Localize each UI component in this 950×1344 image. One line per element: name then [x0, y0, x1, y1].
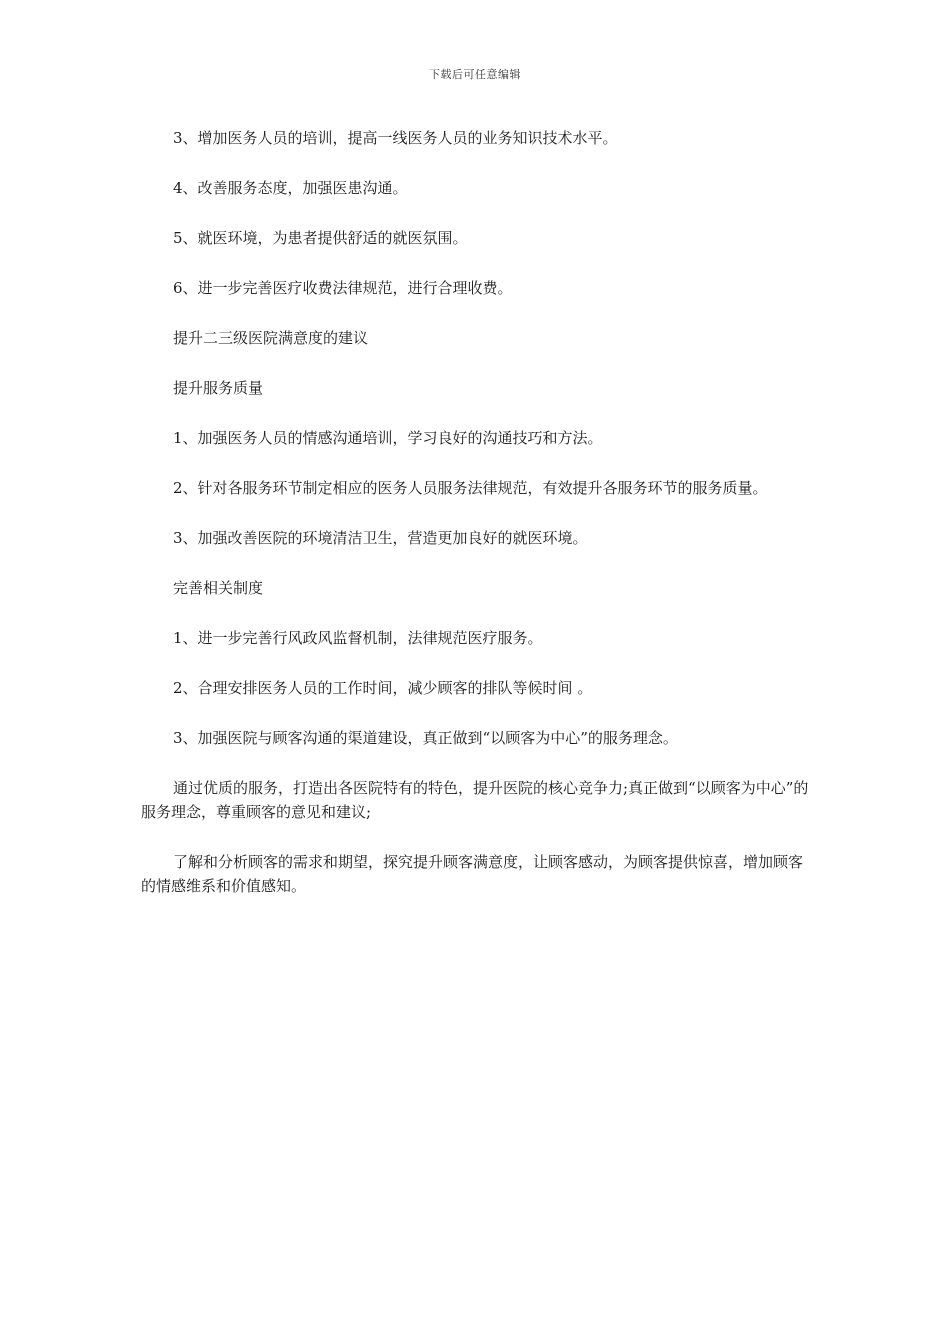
- subsection-heading: 提升服务质量: [173, 379, 264, 397]
- paragraph: 1、进一步完善行风政风监督机制，法律规范医疗服务。: [173, 629, 543, 647]
- paragraph: 2、合理安排医务人员的工作时间，减少顾客的排队等候时间 。: [173, 679, 593, 697]
- header-note: 下载后可任意编辑: [429, 68, 521, 81]
- paragraph: 3、加强改善医院的环境清洁卫生，营造更加良好的就医环境。: [173, 529, 588, 547]
- paragraph: 通过优质的服务，打造出各医院特有的特色，提升医院的核心竞争力;真正做到“以顾客为中心”的服务理念，尊重顾客的意见和建议;: [141, 779, 809, 821]
- paragraph: 5、就医环境，为患者提供舒适的就医氛围。: [173, 229, 468, 247]
- subsection-heading: 完善相关制度: [173, 579, 264, 597]
- paragraph: 3、增加医务人员的培训，提高一线医务人员的业务知识技术水平。: [173, 129, 618, 147]
- paragraph: 3、加强医院与顾客沟通的渠道建设，真正做到“以顾客为中心”的服务理念。: [173, 729, 678, 747]
- section-heading: 提升二三级医院满意度的建议: [173, 329, 369, 347]
- paragraph: 6、进一步完善医疗收费法律规范，进行合理收费。: [173, 279, 513, 297]
- document-body: [141, 126, 813, 898]
- paragraph: 2、针对各服务环节制定相应的医务人员服务法律规范，有效提升各服务环节的服务质量。: [173, 479, 768, 497]
- paragraph: 1、加强医务人员的情感沟通培训，学习良好的沟通技巧和方法。: [173, 429, 603, 447]
- paragraph: 了解和分析顾客的需求和期望，探究提升顾客满意度，让顾客感动，为顾客提供惊喜，增加顾客的情感维系和价值感知。: [141, 853, 804, 895]
- paragraph: 4、改善服务态度，加强医患沟通。: [173, 179, 408, 197]
